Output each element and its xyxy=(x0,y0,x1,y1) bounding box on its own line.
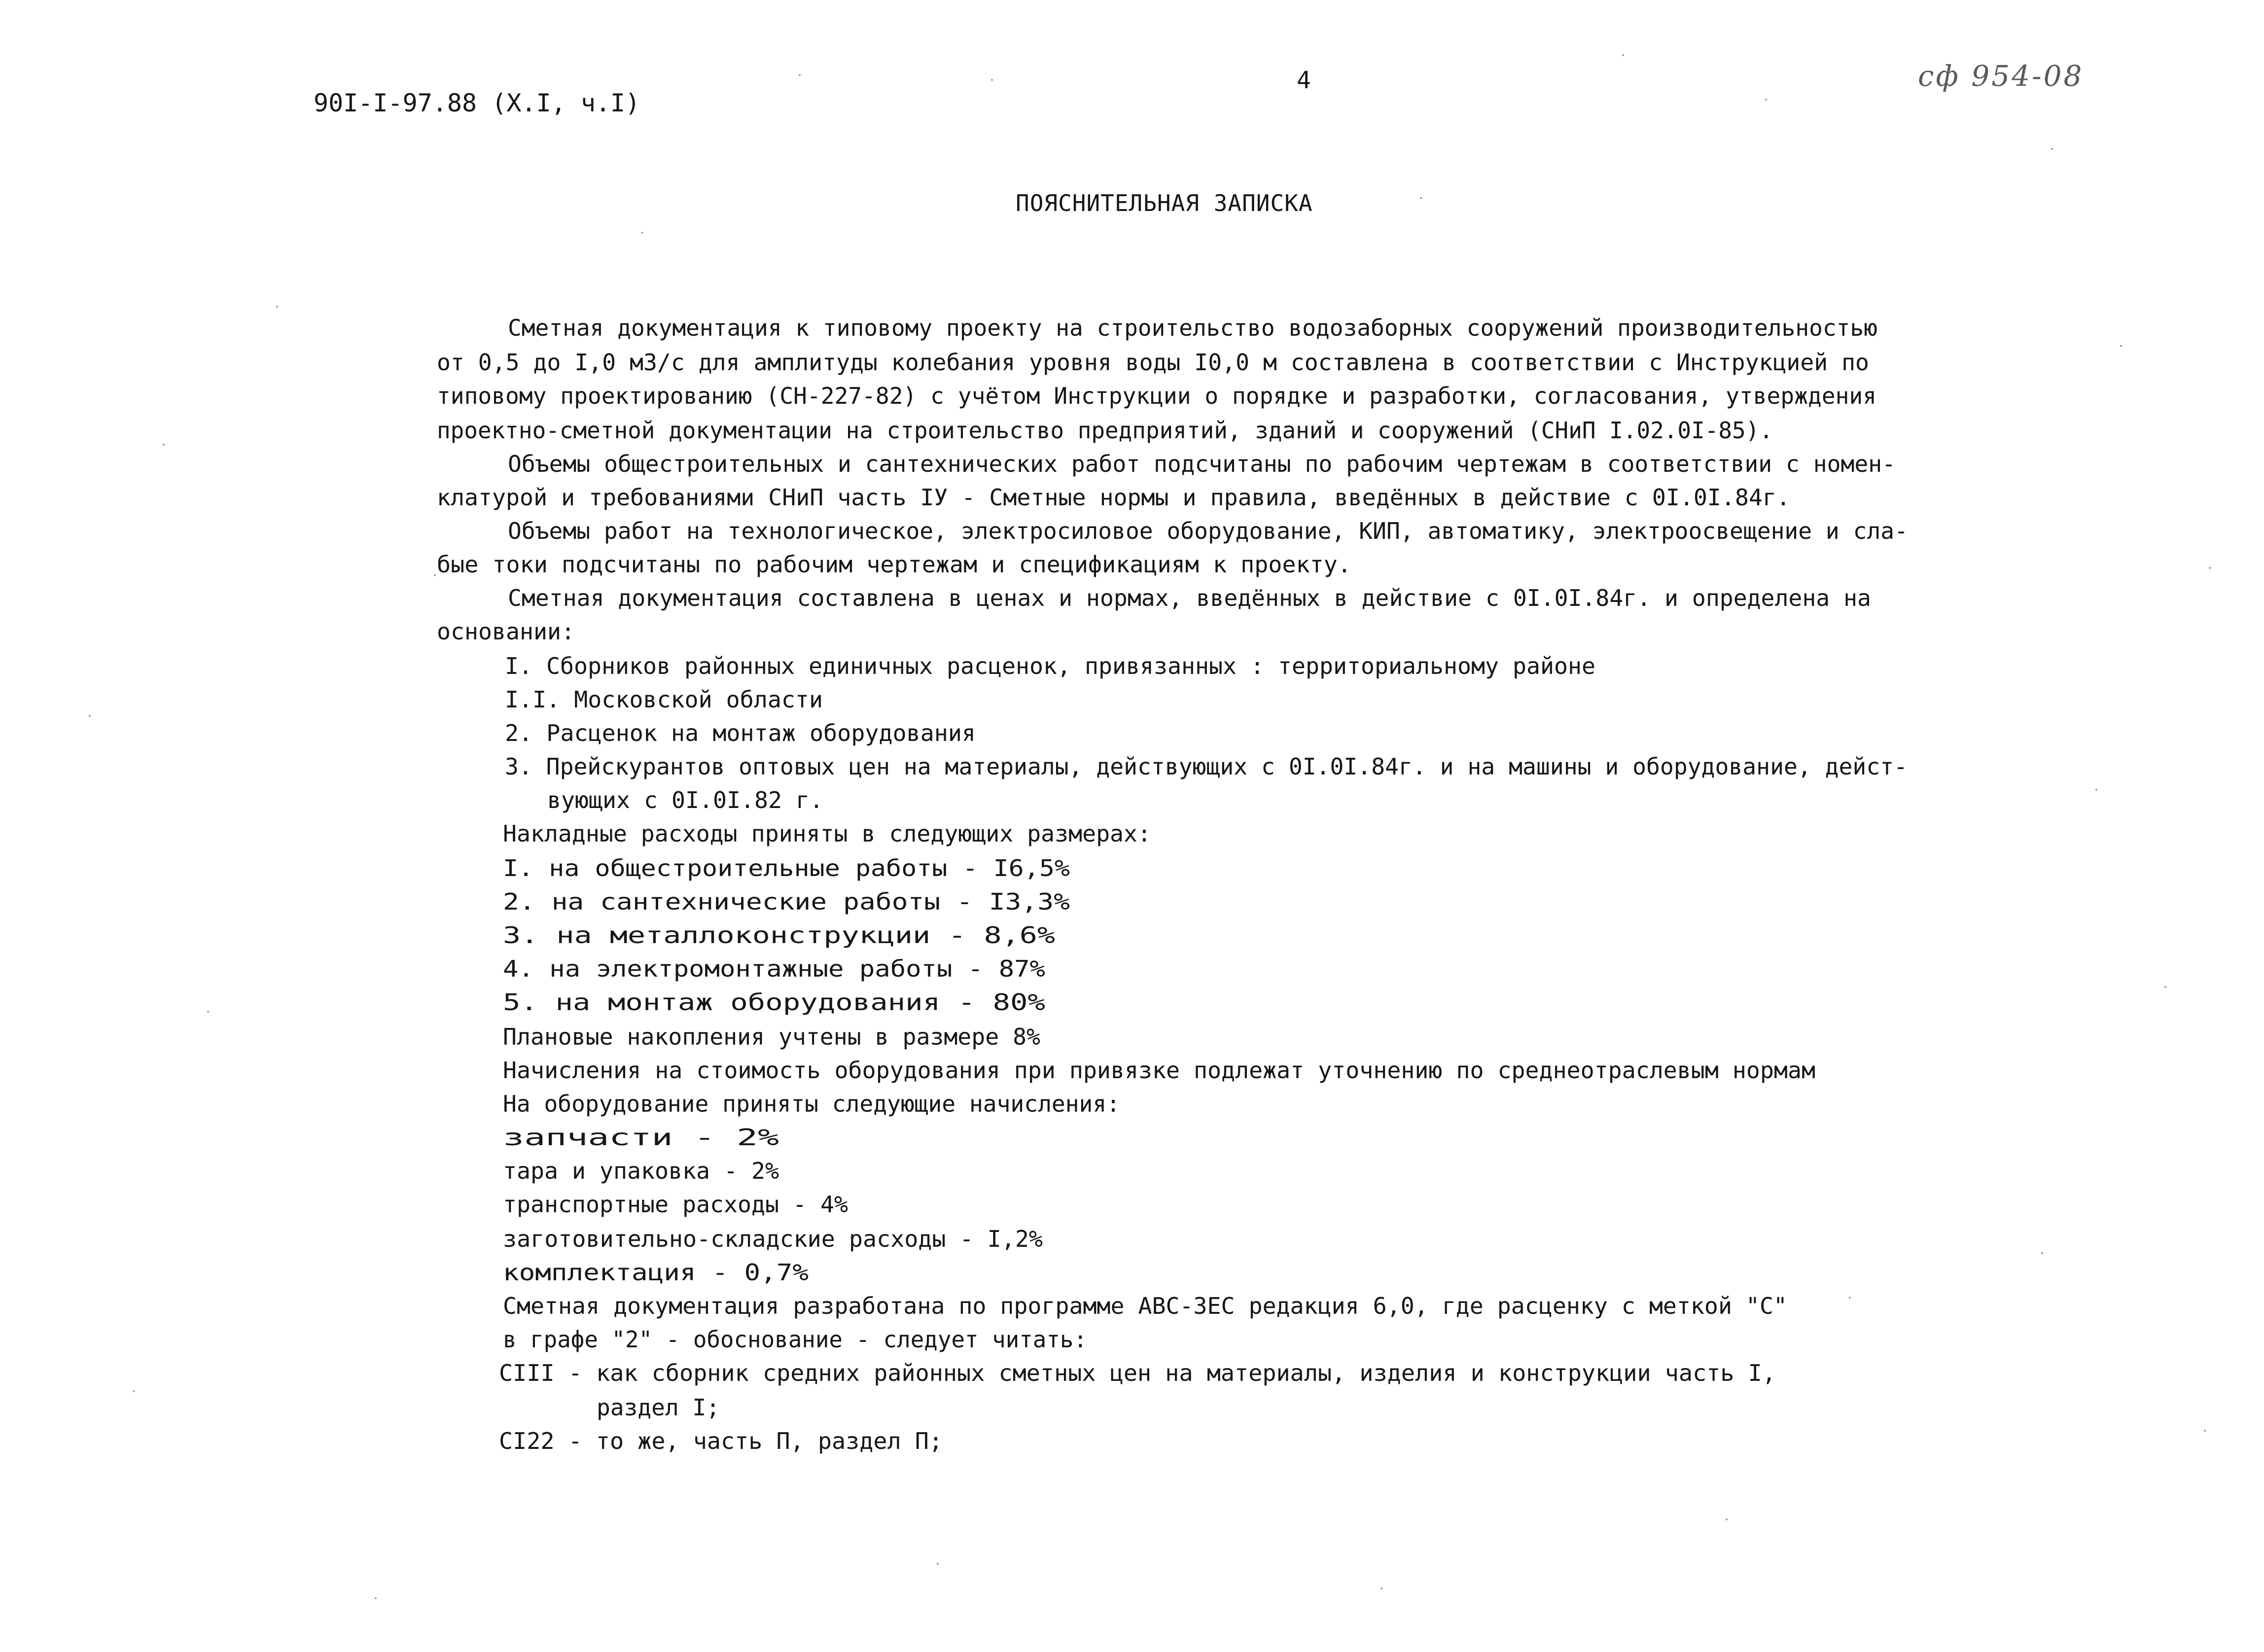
rate-item: тара и упаковка - 2% xyxy=(503,1158,779,1184)
text-line: Плановые накопления учтены в размере 8% xyxy=(503,1023,1040,1050)
text-line: клатурой и требованиями СНиП часть IУ - Сметные нормы и правила, введённых в действие с 0I.0I.84г. xyxy=(437,484,1790,511)
rate-item: 5. на монтаж оборудования - 80% xyxy=(503,989,1045,1016)
list-item: I.I. Московской области xyxy=(505,686,823,713)
rate-item: I. на общестроительные работы - I6,5% xyxy=(503,855,1070,881)
page-number: 4 xyxy=(1297,67,1311,94)
text-line: Объемы работ на технологическое, электросиловое оборудование, КИП, автоматику, электроосвещение и сла- xyxy=(508,518,1908,544)
text-line: Сметная документация составлена в ценах и нормах, введённых в действие с 0I.0I.84г. и определена на xyxy=(508,585,1871,611)
text-line: типовому проектированию (СН-227-82) с учётом Инструкции о порядке и разработки, согласования, утверждения xyxy=(437,383,1877,409)
list-item: 2. Расценок на монтаж оборудования xyxy=(505,720,976,746)
rate-item: заготовительно-складские расходы - I,2% xyxy=(503,1226,1043,1252)
list-item: вующих с 0I.0I.82 г. xyxy=(547,787,823,813)
text-line: Накладные расходы приняты в следующих размерах: xyxy=(503,820,1151,847)
handwritten-note: сф 954-08 xyxy=(1918,59,2084,93)
text-line: бые токи подсчитаны по рабочим чертежам и спецификациям к проекту. xyxy=(437,551,1351,578)
text-line: Объемы общестроительных и сантехнических работ подсчитаны по рабочим чертежам в соответствии с номен- xyxy=(508,451,1896,477)
page-title: ПОЯСНИТЕЛЬНАЯ ЗАПИСКА xyxy=(1016,190,1313,216)
rate-item: транспортные расходы - 4% xyxy=(503,1191,848,1218)
list-item: СIII - как сборник средних районных сметных цен на материалы, изделия и конструкции часть I, xyxy=(499,1360,1776,1386)
list-item: раздел I; xyxy=(597,1394,720,1421)
rate-item: запчасти - 2% xyxy=(503,1124,779,1151)
text-line: основании: xyxy=(437,618,575,645)
list-item: I. Сборников районных единичных расценок, привязанных : территориальному районе xyxy=(505,653,1595,679)
text-line: На оборудование приняты следующие начисления: xyxy=(503,1090,1120,1117)
text-line: в графе "2" - обоснование - следует читать: xyxy=(503,1326,1087,1353)
rate-item: 3. на металлоконструкции - 8,6% xyxy=(503,922,1055,949)
text-line: Начисления на стоимость оборудования при привязке подлежат уточнению по среднеотраслевым нормам xyxy=(503,1057,1815,1084)
rate-item: 4. на электромонтажные работы - 87% xyxy=(503,955,1045,982)
rate-item: 2. на сантехнические работы - I3,3% xyxy=(503,888,1070,915)
text-line: Сметная документация к типовому проекту на строительство водозаборных сооружений производительностью xyxy=(508,315,1877,341)
rate-item: комплектация - 0,7% xyxy=(503,1259,809,1286)
document-code: 90I-I-97.88 (X.I, ч.I) xyxy=(314,89,640,117)
list-item: СI22 - то же, часть П, раздел П; xyxy=(499,1428,943,1454)
text-line: от 0,5 до I,0 м3/с для амплитуды колебания уровня воды I0,0 м составлена в соответствии с Инструкцией по xyxy=(437,349,1869,376)
text-line: проектно-сметной документации на строительство предприятий, зданий и сооружений (СНиП I.02.0I-85). xyxy=(437,417,1773,444)
list-item: 3. Прейскурантов оптовых цен на материалы, действующих с 0I.0I.84г. и на машины и оборудование, дейст- xyxy=(505,753,1908,780)
text-line: Сметная документация разработана по программе АВС-3ЕС редакция 6,0, где расценку с меткой "С" xyxy=(503,1293,1787,1319)
